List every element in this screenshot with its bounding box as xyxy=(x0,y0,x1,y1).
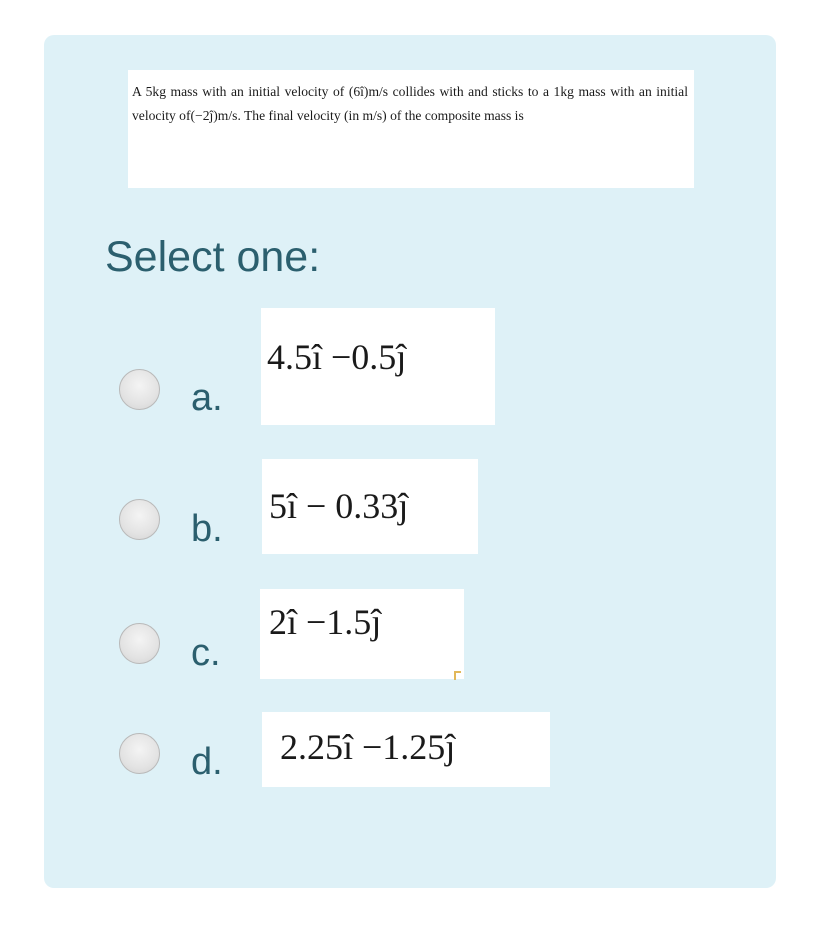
option-b-letter: b. xyxy=(191,508,223,550)
option-d-radio[interactable] xyxy=(119,733,160,774)
question-card xyxy=(44,35,776,888)
option-a-letter: a. xyxy=(191,377,223,419)
select-one-label: Select one: xyxy=(105,233,321,281)
option-b-radio[interactable] xyxy=(119,499,160,540)
option-a-radio[interactable] xyxy=(119,369,160,410)
option-b-answer-image[interactable] xyxy=(262,459,478,554)
option-c-answer: 2î −1.5ĵ xyxy=(269,602,382,642)
option-d-answer-image[interactable] xyxy=(262,712,550,787)
option-d-letter: d. xyxy=(191,741,223,783)
option-c-letter: c. xyxy=(191,632,221,674)
option-a-answer-image[interactable] xyxy=(261,308,495,425)
option-a-answer: 4.5î −0.5ĵ xyxy=(267,337,407,377)
option-c-answer-image[interactable] xyxy=(260,589,464,679)
option-b-answer: 5î − 0.33ĵ xyxy=(269,486,409,526)
question-text: A 5kg mass with an initial velocity of (6î)m/s collides with and sticks to a 1kg mass with an initial velocity of(−2ĵ)m/s. The final velocity (in m/s) of the composite mass is xyxy=(132,84,688,123)
option-d-answer: 2.25î −1.25ĵ xyxy=(280,727,456,767)
image-corner-mark xyxy=(454,671,461,680)
option-c-radio[interactable] xyxy=(119,623,160,664)
question-text-image xyxy=(128,70,694,188)
